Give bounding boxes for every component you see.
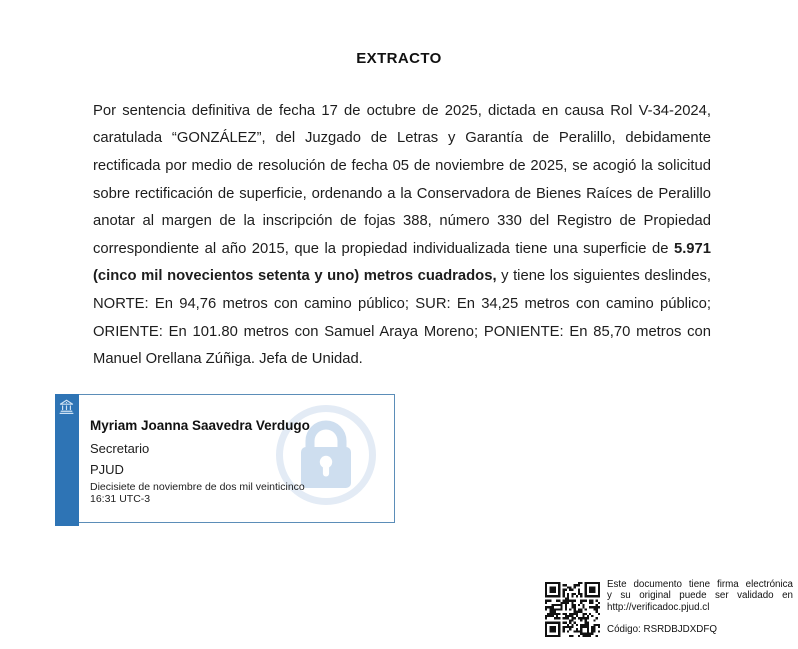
verification-url: http://verificadoc.pjud.cl	[607, 601, 710, 613]
signer-institution: PJUD	[90, 462, 124, 477]
verification-text-line-1: Este documento tiene firma electrónica	[607, 579, 793, 590]
surface-bold-text: 5.971 (cinco mil novecientos setenta y uno) metros cuadrados,	[93, 240, 711, 285]
body-text-before: Por sentencia definitiva de fecha 17 de octubre de 2025, dictada en causa Rol V-34-2024, caratulada “GONZÁLEZ”, del Juzgado de Letras y Garantía de Peralillo, debidamente rectificada por medio de resolución de fecha 05 de noviembre de 2025, se acogió la solicitud sobre rectificación de superficie, ordenando a la Conservadora de Bienes Raíces de Peralillo anotar al margen de la inscripción de fojas 388, número 330 del Registro de Propiedad correspondiente al año 2015, que la propiedad individualizada tiene una superficie de	[93, 102, 711, 257]
bank-icon	[58, 398, 75, 416]
document-title: EXTRACTO	[356, 50, 442, 68]
signature-date: Diecisiete de noviembre de dos mil veinticinco	[90, 481, 305, 493]
verification-block	[607, 579, 793, 635]
signer-role: Secretario	[90, 441, 150, 456]
verification-text-line-2: y su original puede ser validado en	[607, 590, 793, 602]
signature-info	[90, 418, 310, 505]
signer-name: Myriam Joanna Saavedra Verdugo	[90, 418, 310, 433]
document-body	[93, 98, 711, 374]
verification-code: Código: RSRDBJDXDFQ	[607, 623, 717, 635]
signature-time: 16:31 UTC-3	[90, 492, 151, 505]
signature-stamp	[55, 394, 395, 523]
signature-bar	[55, 394, 79, 526]
body-text-after: y tiene los siguientes deslindes, NORTE: En 94,76 metros con camino público; SUR: En 34,25 metros con camino público; ORIENTE: En 101.80 metros con Samuel Araya Moreno; PONIENTE: En 85,70 metros con Manuel Orellana Zúñiga. Jefa de Unidad.	[93, 268, 712, 368]
qr-code-icon	[545, 582, 600, 637]
